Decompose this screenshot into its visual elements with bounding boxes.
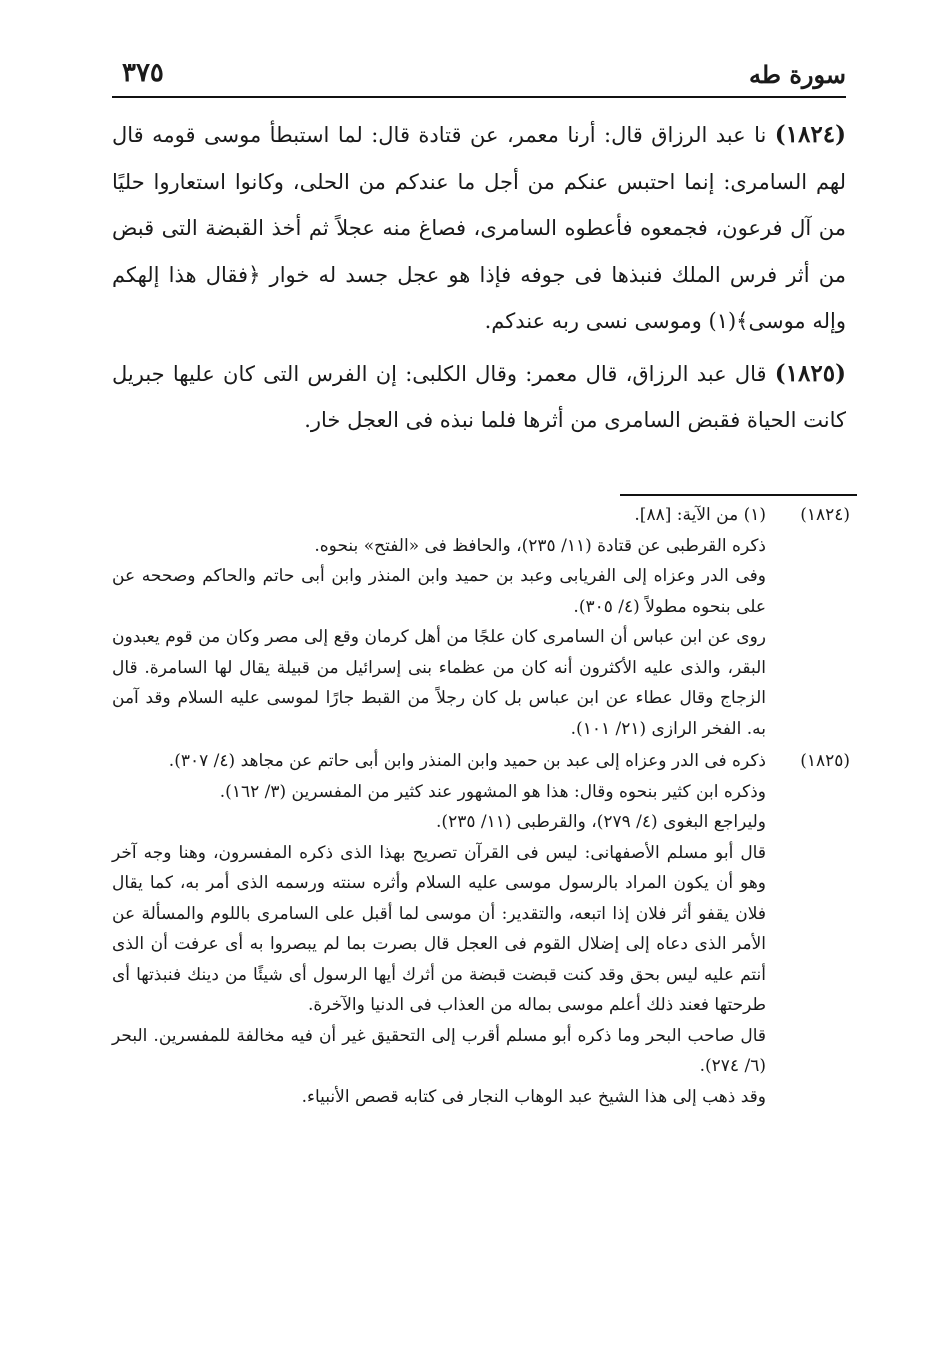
page-header <box>112 52 846 98</box>
footnote-line: وليراجع البغوى (٤/ ٢٧٩)، والقرطبى (١١/ ٢٣٥). <box>436 812 766 832</box>
main-text <box>112 112 846 444</box>
footnote-divider <box>620 494 857 496</box>
hadith-text: قال عبد الرزاق، قال معمر: وقال الكلبى: إن الفرس التى كان عليها جبريل كانت الحياة فقبض السامرى من أثرها فلما نبذه فى العجل خار. <box>112 361 846 432</box>
footnote-body <box>112 746 766 1112</box>
footnote-line: وفى الدر وعزاه إلى الفريابى وعبد بن حميد وابن المنذر وابن أبى حاتم والحاكم وصححه عن على بنحوه مطولاً (٤/ ٣٠٥). <box>112 566 766 617</box>
page-number: ٣٧٥ <box>122 58 164 88</box>
hadith-text: نا عبد الرزاق قال: أرنا معمر، عن قتادة قال: لما استبطأ موسى قومه قال لهم السامرى: إنما احتبس عنكم من أجل ما عندكم من الحلى، وكانوا استعاروا حليًا من آل فرعون، فجمعوه فأعطوه السامرى، فصاغ منه عجلاً ثم أخذ القبضة التى قبض من أثر فرس الملك فنبذها فى جوفه فإذا هو عجل جسد له خوار ﴿فقال هذا إلهكم وإله موسى﴾(١) وموسى نسى ربه عندكم. <box>112 123 846 333</box>
footnote-line: وقد ذهب إلى هذا الشيخ عبد الوهاب النجار فى كتابه قصص الأنبياء. <box>301 1086 766 1107</box>
footnote-1824 <box>112 500 850 744</box>
footnote-line: قال أبو مسلم الأصفهانى: ليس فى القرآن تصريح بهذا الذى ذكره المفسرون، وهنا وجه آخر وهو أن يكون المراد بالرسول موسى عليه السلام وأثره سنته ورسمه الذى أمر به، كما يقال فلان يقفو أثر فلان إذا اتبعه، والتقدير: أن موسى لما أقبل على السامرى باللوم والمسألة عن الأمر الذى دعاه إلى إضلال القوم فى العجل قال بصرت بما لم يبصروا به أى عرفت أن الذى أنتم عليه ليس بحق وقد كنت قبضت قبضة من أثرك أيها الرسول أى شيئًا من دينك فنبذتها أى طرحتها فعند ذلك أعلم موسى بماله من العذاب فى الدنيا والآخرة. <box>112 842 766 1015</box>
footnote-line: ذكره القرطبى عن قتادة (١١/ ٢٣٥)، والحافظ فى «الفتح» بنحوه. <box>314 535 766 556</box>
footnote-number: (١٨٢٤) <box>800 505 850 525</box>
footnote-line: (١) من الآية: [٨٨]. <box>634 505 766 525</box>
hadith-1825 <box>112 351 846 444</box>
footnote-line: قال صاحب البحر وما ذكره أبو مسلم أقرب إلى التحقيق غير أن فيه مخالفة للمفسرين. البحر (٦/ ٢٧٤). <box>112 1025 767 1076</box>
footnote-line: روى عن ابن عباس أن السامرى كان علجًا من أهل كرمان وقع إلى مصر وكان من قوم يعبدون البقر، والذى عليه الأكثرون أنه كان من عظماء بنى إسرائيل من قبيلة يقال لها السامرة. قال الزجاج وقال عطاء عن ابن عباس بل كان رجلاً من القبط جارًا لموسى عليه السلام وقد آمن به. الفخر الرازى (٢١/ ١٠١). <box>112 627 766 739</box>
footnote-line: وذكره ابن كثير بنحوه وقال: هذا هو المشهور عند كثير من المفسرين (٣/ ١٦٢). <box>219 781 766 802</box>
footnotes <box>112 500 850 1112</box>
surah-title: سورة طه <box>749 60 846 89</box>
footnote-number: (١٨٢٥) <box>800 751 850 771</box>
hadith-number: (١٨٢٥) <box>774 359 846 387</box>
footnote-1825 <box>112 746 850 1112</box>
footnote-line: ذكره فى الدر وعزاه إلى عبد بن حميد وابن المنذر وابن أبى حاتم عن مجاهد (٤/ ٣٠٧). <box>168 751 766 771</box>
hadith-number: (١٨٢٤) <box>774 121 846 148</box>
footnote-body <box>112 500 766 744</box>
hadith-1824 <box>112 112 846 345</box>
